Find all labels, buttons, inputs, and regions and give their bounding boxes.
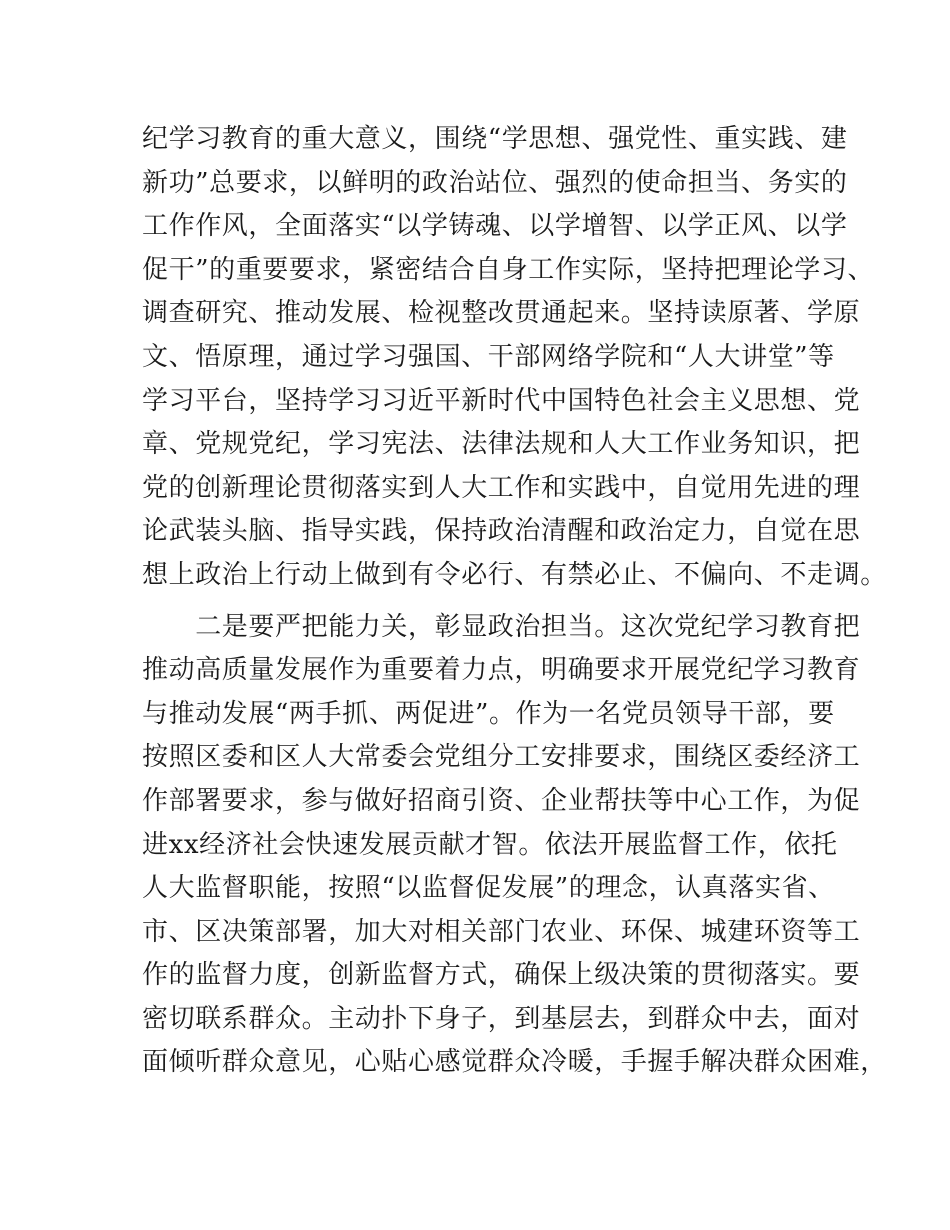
text-line: 进xx经济社会快速发展贡献才智。依法开展监督工作，依托: [142, 829, 838, 860]
text-line: 纪学习教育的重大意义，围绕“学思想、强党性、重实践、建: [142, 124, 848, 154]
text-line: 面倾听群众意见，心贴心感觉群众冷暖，手握手解决群众困难，: [142, 1047, 887, 1078]
text-line: 按照区委和区人大常委会党组分工安排要求，围绕区委经济工: [142, 742, 861, 773]
text-line: 作的监督力度，创新监督方式，确保上级决策的贯彻落实。要: [142, 960, 861, 991]
text-line: 工作作风，全面落实“以学铸魂、以学增智、以学正风、以学: [142, 211, 848, 242]
text-line: 人大监督职能，按照“以监督促发展”的理念，认真落实省、: [142, 873, 835, 904]
text-line: 推动高质量发展作为重要着力点，明确要求开展党纪学习教育: [142, 655, 861, 686]
text-line: 文、悟原理，通过学习强国、干部网络学院和“人大讲堂”等: [142, 341, 835, 372]
text-line: 想上政治上行动上做到有令必行、有禁必止、不偏向、不走调。: [142, 559, 887, 590]
paragraph-1: [142, 118, 887, 598]
paragraph-spacing: [142, 598, 842, 606]
paragraph-2: [142, 606, 887, 1086]
text-line: 章、党规党纪，学习宪法、法律法规和人大工作业务知识，把: [142, 429, 861, 460]
text-line: 调查研究、推动发展、检视整改贯通起来。坚持读原著、学原: [142, 298, 861, 329]
text-line: 党的创新理论贯彻落实到人大工作和实践中，自觉用先进的理: [142, 472, 861, 503]
text-line: 与推动发展“两手抓、两促进”。作为一名党员领导干部，要: [142, 698, 835, 729]
text-line: 新功”总要求，以鲜明的政治站位、强烈的使命担当、务实的: [142, 167, 848, 198]
text-line: 市、区决策部署，加大对相关部门农业、环保、城建环资等工: [142, 916, 861, 947]
document-body: [142, 118, 887, 1085]
text-line: 二是要严把能力关，彰显政治担当。这次党纪学习教育把: [142, 611, 861, 642]
text-line: 促干”的重要要求，紧密结合自身工作实际，坚持把理论学习、: [142, 254, 875, 285]
text-line: 密切联系群众。主动扑下身子，到基层去，到群众中去，面对: [142, 1003, 861, 1034]
text-line: 学习平台，坚持学习习近平新时代中国特色社会主义思想、党: [142, 385, 861, 416]
text-line: 论武装头脑、指导实践，保持政治清醒和政治定力，自觉在思: [142, 516, 861, 547]
text-line: 作部署要求，参与做好招商引资、企业帮扶等中心工作，为促: [142, 785, 861, 816]
